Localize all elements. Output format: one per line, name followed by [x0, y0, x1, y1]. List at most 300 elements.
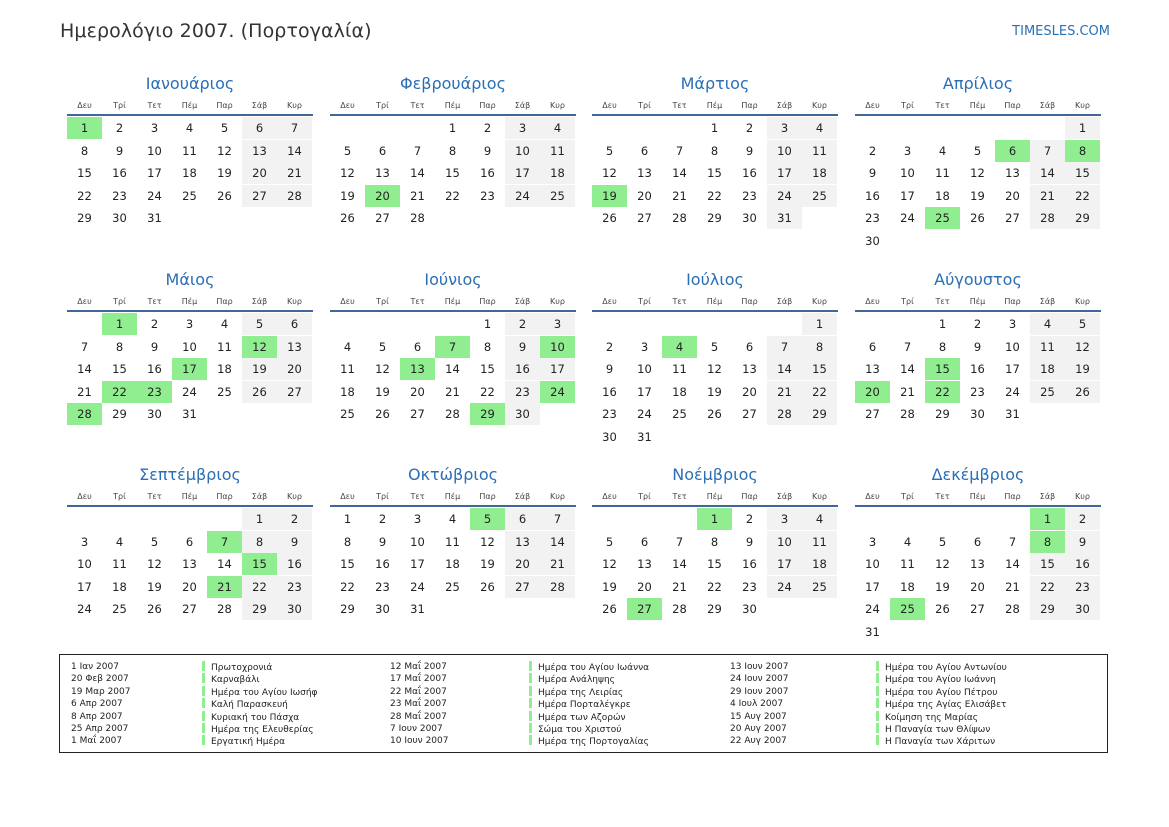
month-name: Μάρτιος [680, 74, 750, 93]
day-cell: 16 [147, 362, 162, 376]
day-cell: 9 [483, 143, 492, 158]
day-cell: 22 [445, 188, 460, 203]
weekday-label: Δευ [865, 297, 880, 306]
empty-cell [995, 508, 1030, 530]
holiday-name-row [202, 661, 318, 673]
month-name: Απρίλιος [942, 74, 1014, 93]
day-cell: 7 [1008, 534, 1017, 549]
legend-date-column [390, 661, 448, 748]
weekday-label: Κυρ [287, 297, 302, 306]
day-cell: 12 [340, 166, 355, 180]
month-name: Μάιος [165, 270, 215, 289]
month-block [330, 268, 576, 425]
empty-cell [855, 508, 890, 530]
day-cell: 21 [767, 381, 802, 403]
day-cell: 2 [745, 512, 754, 526]
empty-cell [995, 117, 1030, 139]
day-cell: 28 [445, 407, 460, 421]
holiday-day-cell: 1 [102, 313, 137, 335]
day-cell: 2 [150, 317, 159, 331]
day-cell: 11 [802, 140, 837, 162]
weekday-label: Κυρ [812, 101, 827, 110]
weekday-label: Παρ [741, 297, 758, 306]
weekday-label: Τρί [113, 297, 126, 306]
day-cell: 23 [1065, 576, 1100, 598]
holiday-day-cell: 29 [470, 403, 505, 425]
day-cell: 7 [675, 534, 684, 549]
holiday-name: Ημέρα της Ελευθερίας [211, 724, 314, 735]
day-cell: 23 [865, 211, 880, 225]
day-cell: 15 [112, 362, 127, 376]
month-days [67, 508, 313, 620]
weekday-label: Παρ [479, 297, 496, 306]
holiday-marker [202, 698, 205, 708]
day-cell: 19 [970, 188, 985, 203]
day-cell: 17 [1005, 362, 1020, 376]
day-cell: 28 [217, 602, 232, 616]
weekday-label: Πέμ [706, 101, 723, 110]
holiday-day-cell: 10 [540, 336, 575, 358]
day-cell: 14 [1030, 162, 1065, 184]
day-cell: 19 [217, 166, 232, 180]
weekday-label: Παρ [216, 492, 233, 501]
weekday-label: Πέμ [181, 297, 198, 306]
weekday-label: Παρ [216, 297, 233, 306]
day-cell: 3 [185, 317, 194, 331]
weekday-label: Τετ [147, 101, 162, 110]
holiday-name-row [529, 735, 649, 747]
weekday-label: Τετ [410, 492, 425, 501]
day-cell: 7 [903, 339, 912, 354]
day-cell: 18 [1030, 358, 1065, 380]
holiday-name-row [876, 698, 1007, 710]
holiday-day-cell: 27 [627, 598, 662, 620]
empty-cell [172, 508, 207, 530]
holiday-name: Ημέρα του Αγίου Πέτρου [885, 687, 998, 698]
holiday-name-row [202, 673, 318, 685]
day-cell: 31 [182, 407, 197, 421]
empty-cell [960, 508, 995, 530]
empty-cell [67, 313, 102, 335]
day-cell: 9 [745, 534, 754, 549]
day-cell: 9 [115, 143, 124, 158]
day-cell: 16 [742, 166, 757, 180]
day-cell: 30 [970, 407, 985, 421]
day-cell: 26 [1065, 381, 1100, 403]
month-days [330, 117, 576, 229]
day-cell: 5 [242, 313, 277, 335]
holiday-name: Κυριακή του Πάσχα [211, 712, 300, 723]
weekday-label: Τρί [901, 297, 914, 306]
weekday-label: Πέμ [706, 492, 723, 501]
weekday-label: Σάβ [1039, 101, 1056, 110]
day-cell: 5 [220, 121, 229, 135]
day-cell: 4 [903, 534, 912, 549]
day-cell: 20 [277, 358, 312, 380]
empty-cell [697, 313, 732, 335]
day-cell: 11 [672, 362, 687, 376]
day-cell: 24 [865, 602, 880, 616]
holiday-marker [876, 686, 879, 696]
weekday-label: Δευ [865, 101, 880, 110]
weekday-label: Τετ [147, 492, 162, 501]
day-cell: 28 [672, 602, 687, 616]
weekday-label: Τετ [410, 101, 425, 110]
day-cell: 23 [742, 579, 757, 594]
weekday-label: Τρί [376, 297, 389, 306]
weekday-label: Τετ [935, 101, 950, 110]
weekday-label: Σάβ [251, 492, 268, 501]
holiday-name: Καρναβάλι [211, 675, 260, 686]
month-name: Αύγουστος [934, 270, 1022, 289]
day-cell: 2 [745, 121, 754, 135]
month-days [67, 117, 313, 229]
day-cell: 18 [672, 384, 687, 399]
holiday-day-cell: 28 [67, 403, 102, 425]
day-cell: 20 [1005, 188, 1020, 203]
day-cell: 16 [375, 557, 390, 571]
day-cell: 6 [745, 339, 754, 354]
day-cell: 16 [277, 553, 312, 575]
day-cell: 29 [340, 602, 355, 616]
day-cell: 14 [77, 362, 92, 376]
holiday-name: Ημέρα του Αγίου Αντωνίου [885, 663, 1007, 673]
weekday-label: Κυρ [550, 297, 565, 306]
day-cell: 8 [343, 534, 352, 549]
day-cell: 11 [540, 140, 575, 162]
weekday-label: Κυρ [1075, 492, 1090, 501]
weekday-label: Κυρ [1075, 297, 1090, 306]
day-cell: 30 [375, 602, 390, 616]
holiday-legend [59, 654, 1108, 753]
day-cell: 28 [540, 576, 575, 598]
day-cell: 21 [445, 384, 460, 399]
day-cell: 7 [767, 336, 802, 358]
day-cell: 16 [505, 358, 540, 380]
day-cell: 13 [277, 336, 312, 358]
day-cell: 3 [868, 534, 877, 549]
weekday-label: Παρ [741, 101, 758, 110]
month-name: Δεκέμβριος [931, 465, 1025, 484]
day-cell: 14 [672, 557, 687, 571]
day-cell: 15 [340, 557, 355, 571]
day-cell: 5 [973, 143, 982, 158]
day-cell: 11 [445, 534, 460, 549]
holiday-day-cell: 24 [540, 381, 575, 403]
holiday-day-cell: 6 [995, 140, 1030, 162]
day-cell: 6 [505, 508, 540, 530]
day-cell: 16 [112, 166, 127, 180]
day-cell: 16 [1065, 553, 1100, 575]
day-cell: 4 [802, 508, 837, 530]
day-cell: 24 [410, 579, 425, 594]
month-days [67, 313, 313, 425]
holiday-date: 24 Ιουν 2007 [730, 674, 789, 685]
holiday-name-row [876, 686, 1007, 698]
day-cell: 1 [938, 317, 947, 331]
holiday-day-cell: 7 [207, 531, 242, 553]
day-cell: 30 [742, 211, 757, 225]
day-cell: 22 [242, 576, 277, 598]
day-cell: 24 [147, 188, 162, 203]
empty-cell [1030, 117, 1065, 139]
holiday-day-cell: 5 [470, 508, 505, 530]
day-cell: 18 [340, 384, 355, 399]
day-cell: 27 [865, 407, 880, 421]
day-cell: 26 [602, 211, 617, 225]
holiday-date: 22 Μαΐ 2007 [390, 686, 447, 697]
day-cell: 19 [242, 358, 277, 380]
day-cell: 12 [707, 362, 722, 376]
month-name: Οκτώβριος [407, 465, 498, 484]
weekday-label: Σάβ [251, 101, 268, 110]
weekday-label: Δευ [602, 297, 617, 306]
day-cell: 14 [767, 358, 802, 380]
weekday-label: Τετ [672, 101, 687, 110]
day-cell: 24 [900, 211, 915, 225]
holiday-name-row [202, 711, 318, 723]
day-cell: 13 [1005, 166, 1020, 180]
day-cell: 6 [973, 534, 982, 549]
day-cell: 12 [602, 557, 617, 571]
day-cell: 25 [802, 576, 837, 598]
holiday-date: 13 Ιουν 2007 [730, 662, 789, 672]
day-cell: 29 [77, 211, 92, 225]
day-cell: 8 [448, 143, 457, 158]
day-cell: 4 [938, 143, 947, 158]
day-cell: 27 [970, 602, 985, 616]
day-cell: 1 [1065, 117, 1100, 139]
day-cell: 5 [938, 534, 947, 549]
day-cell: 22 [707, 579, 722, 594]
month-block [330, 463, 576, 620]
day-cell: 23 [480, 188, 495, 203]
day-cell: 1 [483, 317, 492, 331]
empty-cell [330, 117, 365, 139]
holiday-day-cell: 21 [207, 576, 242, 598]
day-cell: 17 [505, 162, 540, 184]
page-title: Ημερολόγιο 2007. (Πορτογαλία) [60, 20, 372, 42]
day-cell: 31 [147, 211, 162, 225]
weekday-label: Τετ [935, 492, 950, 501]
day-cell: 4 [448, 512, 457, 526]
holiday-marker [529, 686, 532, 696]
day-cell: 12 [217, 143, 232, 158]
weekday-header [592, 293, 838, 312]
holiday-name-row [529, 723, 649, 735]
weekday-label: Παρ [216, 101, 233, 110]
empty-cell [67, 508, 102, 530]
legend-date-column [730, 661, 788, 748]
holiday-name: Καλή Παρασκευή [211, 700, 288, 711]
holiday-day-cell: 13 [400, 358, 435, 380]
day-cell: 2 [605, 339, 614, 354]
day-cell: 8 [802, 336, 837, 358]
day-cell: 30 [1065, 598, 1100, 620]
day-cell: 14 [540, 531, 575, 553]
weekday-label: Σάβ [514, 492, 531, 501]
day-cell: 4 [1030, 313, 1065, 335]
day-cell: 11 [802, 531, 837, 553]
day-cell: 29 [802, 403, 837, 425]
day-cell: 9 [973, 339, 982, 354]
day-cell: 30 [277, 598, 312, 620]
weekday-label: Παρ [1004, 101, 1021, 110]
day-cell: 10 [1005, 339, 1020, 354]
weekday-label: Τετ [935, 297, 950, 306]
holiday-day-cell: 1 [1030, 508, 1065, 530]
weekday-label: Παρ [479, 101, 496, 110]
day-cell: 3 [540, 313, 575, 335]
day-cell: 6 [640, 534, 649, 549]
day-cell: 15 [802, 358, 837, 380]
site-link[interactable]: TIMESLES.COM [1012, 24, 1110, 39]
day-cell: 27 [505, 576, 540, 598]
weekday-label: Δευ [865, 492, 880, 501]
day-cell: 8 [80, 143, 89, 158]
day-cell: 2 [1065, 508, 1100, 530]
empty-cell [400, 117, 435, 139]
day-cell: 9 [1065, 531, 1100, 553]
holiday-day-cell: 20 [855, 381, 890, 403]
empty-cell [400, 313, 435, 335]
holiday-date: 7 Ιουν 2007 [390, 723, 443, 734]
day-cell: 27 [410, 407, 425, 421]
day-cell: 19 [707, 384, 722, 399]
day-cell: 5 [605, 534, 614, 549]
day-cell: 2 [868, 143, 877, 158]
legend-name-column [202, 661, 318, 748]
month-block [67, 72, 313, 229]
day-cell: 22 [480, 384, 495, 399]
day-cell: 9 [378, 534, 387, 549]
weekday-label: Κυρ [812, 492, 827, 501]
empty-cell [855, 313, 890, 335]
day-cell: 25 [217, 384, 232, 399]
holiday-marker [876, 735, 879, 745]
holiday-name: Η Παναγία των Θλίψων [885, 724, 991, 735]
day-cell: 28 [1030, 207, 1065, 229]
day-cell: 17 [767, 162, 802, 184]
holiday-marker [202, 661, 205, 671]
holiday-name-row [202, 686, 318, 698]
holiday-name: Ημέρα του Αγίου Ιωάννη [885, 675, 996, 686]
holiday-name: Ημέρα των Αζορών [538, 712, 626, 723]
day-cell: 19 [480, 557, 495, 571]
weekday-header [855, 293, 1101, 312]
day-cell: 3 [80, 534, 89, 549]
day-cell: 21 [900, 384, 915, 399]
empty-cell [960, 117, 995, 139]
day-cell: 27 [637, 211, 652, 225]
weekday-label: Δευ [77, 297, 92, 306]
weekday-label: Σάβ [251, 297, 268, 306]
weekday-label: Τετ [672, 297, 687, 306]
weekday-label: Σάβ [1039, 297, 1056, 306]
day-cell: 10 [410, 534, 425, 549]
day-cell: 19 [340, 188, 355, 203]
day-cell: 9 [505, 336, 540, 358]
day-cell: 11 [112, 557, 127, 571]
day-cell: 17 [865, 579, 880, 594]
day-cell: 24 [637, 407, 652, 421]
day-cell: 21 [1005, 579, 1020, 594]
empty-cell [330, 313, 365, 335]
day-cell: 20 [637, 579, 652, 594]
holiday-name-row [529, 711, 649, 723]
weekday-label: Παρ [1004, 492, 1021, 501]
holiday-date: 29 Ιουν 2007 [730, 686, 789, 697]
weekday-label: Κυρ [287, 101, 302, 110]
month-block [330, 72, 576, 229]
day-cell: 20 [970, 579, 985, 594]
holiday-name: Ημέρα Ανάληψης [538, 675, 615, 686]
month-days [592, 508, 838, 620]
day-cell: 25 [540, 185, 575, 207]
weekday-label: Τρί [638, 492, 651, 501]
month-block [855, 268, 1101, 425]
weekday-label: Τετ [410, 297, 425, 306]
day-cell: 18 [217, 362, 232, 376]
weekday-label: Πέμ [969, 297, 986, 306]
day-cell: 14 [217, 557, 232, 571]
weekday-label: Τρί [901, 101, 914, 110]
weekday-label: Δευ [602, 492, 617, 501]
day-cell: 27 [742, 407, 757, 421]
day-cell: 11 [340, 362, 355, 376]
weekday-label: Πέμ [181, 492, 198, 501]
weekday-label: Κυρ [1075, 101, 1090, 110]
day-cell: 15 [707, 557, 722, 571]
day-cell: 28 [900, 407, 915, 421]
day-cell: 3 [767, 117, 802, 139]
empty-cell [137, 508, 172, 530]
day-cell: 4 [185, 121, 194, 135]
day-cell: 30 [602, 429, 617, 444]
day-cell: 20 [637, 188, 652, 203]
day-cell: 13 [637, 557, 652, 571]
day-cell: 1 [343, 512, 352, 526]
day-cell: 17 [900, 188, 915, 203]
weekday-label: Τρί [638, 101, 651, 110]
day-cell: 31 [865, 624, 880, 639]
empty-cell [732, 313, 767, 335]
holiday-marker [876, 711, 879, 721]
day-cell: 16 [742, 557, 757, 571]
day-cell: 21 [672, 188, 687, 203]
holiday-marker [529, 711, 532, 721]
day-cell: 29 [707, 602, 722, 616]
day-cell: 8 [710, 534, 719, 549]
day-cell: 7 [675, 143, 684, 158]
day-cell: 3 [640, 339, 649, 354]
day-cell: 21 [77, 384, 92, 399]
day-cell: 28 [672, 211, 687, 225]
holiday-date: 1 Ιαν 2007 [71, 662, 119, 672]
day-cell: 29 [707, 211, 722, 225]
holiday-marker [876, 698, 879, 708]
empty-cell [925, 508, 960, 530]
day-cell: 1 [242, 508, 277, 530]
weekday-header [330, 488, 576, 507]
day-cell: 12 [602, 166, 617, 180]
day-cell: 14 [672, 166, 687, 180]
day-cell: 27 [182, 602, 197, 616]
day-cell: 14 [277, 140, 312, 162]
holiday-date: 20 Φεβ 2007 [71, 674, 129, 685]
holiday-date: 17 Μαΐ 2007 [390, 674, 447, 685]
holiday-marker [529, 723, 532, 733]
